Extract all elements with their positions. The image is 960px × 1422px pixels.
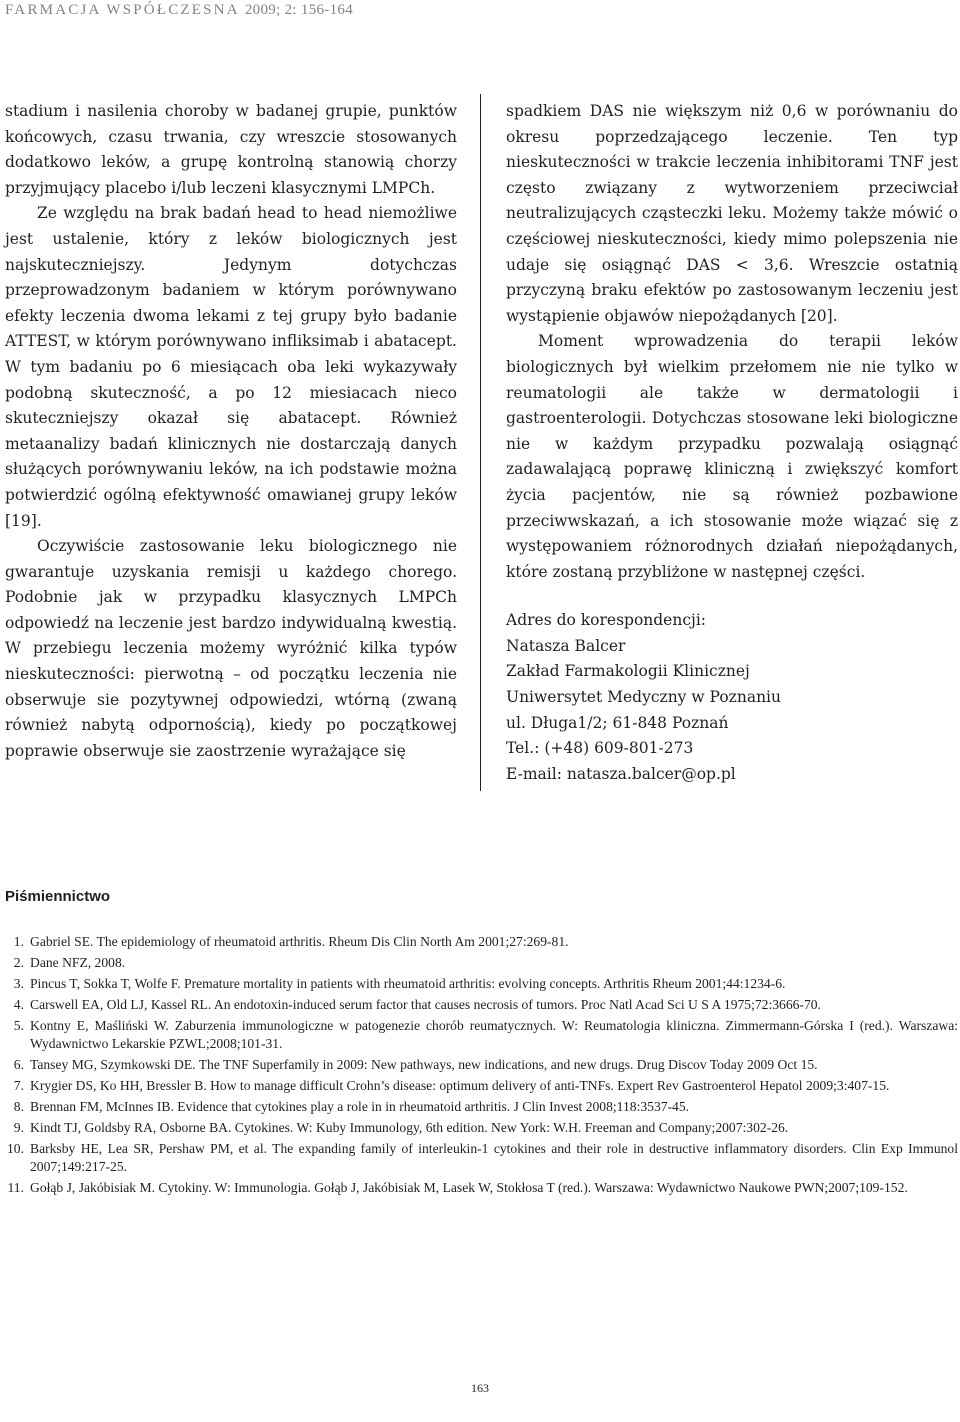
body-paragraph: Oczywiście zastosowanie leku biologicznego nie gwarantuje uzyskania remisji u każdego chorego. Podobnie jak w przypadku klasycznych LMPCh odpowiedź na leczenie jest bardzo indywidualną kwestią. W przebiegu leczenia możemy wyróżnić kilka typów nieskuteczności: pierwotną – od początku leczenia nie obserwuje sie pozytywnej odpowiedzi, wtórną (zwaną również nabytą odpornością), kiedy po początkowej poprawie obserwuje sie zaostrzenie wyrażające się	[5, 537, 457, 760]
address-department: Zakład Farmakologii Klinicznej	[506, 662, 750, 681]
reference-text: Kontny E, Maśliński W. Zaburzenia immunologiczne w patogenezie chorób reumatycznych. W: Reumatologia kliniczna. Zimmermann-Górska I (red.). Warszawa: Wydawnictwo Lekarskie PZWL;2008;101-31.	[30, 1017, 958, 1052]
journal-name: FARMACJA WSPÓŁCZESNA	[5, 2, 239, 18]
left-column	[5, 99, 457, 764]
reference-number: 10.	[7, 1140, 24, 1156]
page-number: 163	[471, 1381, 489, 1395]
reference-number: 1.	[13, 934, 24, 949]
reference-text: Gabriel SE. The epidemiology of rheumatoid arthritis. Rheum Dis Clin North Am 2001;27:269-81.	[30, 934, 569, 949]
reference-item	[0, 1098, 958, 1117]
address-university: Uniwersytet Medyczny w Poznaniu	[506, 688, 781, 707]
reference-number: 6.	[13, 1056, 24, 1072]
body-paragraph: spadkiem DAS nie większym niż 0,6 w porównaniu do okresu poprzedzającego leczenie. Ten typ nieskuteczności w trakcie leczenia inhibitorami TNF jest często związany z wytworzeniem przeciwciał neutralizujących cząsteczki leku. Możemy także mówić o częściowej nieskuteczności, kiedy mimo polepszenia nie udaje się osiągnąć DAS < 3,6. Wreszcie ostatnią przyczyną braku efektów po zastosowanym leczeniu jest wystąpienie objawów niepożądanych [20].	[506, 102, 958, 325]
reference-text: Gołąb J, Jakóbisiak M. Cytokiny. W: Immunologia. Gołąb J, Jakóbisiak M, Lasek W, Stokłosa T (red.). Warszawa: Wydawnictwo Naukowe PWN;2007;109-152.	[30, 1179, 908, 1195]
reference-text: Kindt TJ, Goldsby RA, Osborne BA. Cytokines. W: Kuby Immunology, 6th edition. New York: W.H. Freeman and Company;2007:302-26.	[30, 1119, 789, 1135]
address-phone: Tel.: (+48) 609-801-273	[506, 739, 694, 758]
reference-number: 11.	[7, 1179, 24, 1195]
reference-text: Brennan FM, McInnes IB. Evidence that cytokines play a role in in rheumatoid arthritis. J Clin Invest 2008;118:3537-45.	[30, 1098, 690, 1114]
body-paragraph: Ze względu na brak badań head to head niemożliwe jest ustalenie, który z leków biologicznych jest najskuteczniejszy. Jedynym dotychczas przeprowadzonym badaniem w którym porównywano efekty leczenia dwoma lekami z tej grupy było badanie ATTEST, w którym porównywano infliksimab i abatacept. W tym badaniu po 6 miesiącach oba leki wykazywały podobną skuteczność, a po 12 miesiacach nieco skuteczniejszy okazał się abatacept. Również metaanalizy badań klinicznych nie dostarczają danych służących porównywaniu leków, na ich podstawie można potwierdzić ogólną efektywność omawianej grupy leków [19].	[5, 204, 457, 530]
address-street: ul. Długa1/2; 61-848 Poznań	[506, 713, 729, 732]
reference-item	[0, 1140, 958, 1177]
right-column	[506, 99, 958, 787]
body-paragraph: Moment wprowadzenia do terapii leków biologicznych był wielkim przełomem nie nie tylko w reumatologii ale także w dermatologii i gastroenterologii. Dotychczas stosowane leki biologiczne nie w każdym przypadku pozwalają osiągnąć zadawalającą poprawę kliniczną i zwiększyć komfort życia pacjentów, nie są również pozbawione przeciwwskazań, a ich stosowanie może wiązać się z występowaniem różnorodnych działań niepożądanych, które zostaną przybliżone w następnej części.	[506, 332, 958, 581]
column-divider	[480, 94, 481, 791]
references-list	[0, 933, 958, 1200]
reference-text: Pincus T, Sokka T, Wolfe F. Premature mortality in patients with rheumatoid arthritis: evolving concepts. Arthritis Rheum 2001;44:1234-6.	[30, 975, 786, 991]
reference-number: 4.	[13, 996, 24, 1012]
reference-item	[0, 975, 958, 994]
reference-item	[0, 1056, 958, 1075]
reference-item	[0, 1119, 958, 1138]
address-email: E-mail: natasza.balcer@op.pl	[506, 764, 736, 783]
running-header	[5, 2, 353, 19]
journal-issue: 2009; 2: 156-164	[244, 2, 354, 18]
reference-text: Tansey MG, Szymkowski DE. The TNF Superfamily in 2009: New pathways, new indications, and new drugs. Drug Discov Today 2009 Oct 15.	[30, 1056, 818, 1072]
reference-item	[0, 933, 958, 952]
reference-number: 7.	[13, 1077, 24, 1093]
reference-number: 5.	[13, 1017, 24, 1033]
address-heading: Adres do korespondencji:	[506, 611, 707, 630]
reference-item	[0, 954, 958, 973]
reference-number: 9.	[13, 1119, 24, 1135]
reference-item	[0, 1077, 958, 1096]
reference-text: Barksby HE, Lea SR, Pershaw PM, et al. The expanding family of interleukin-1 cytokines and their role in destructive inflammatory disorders. Clin Exp Immunol 2007;149:217-25.	[30, 1140, 958, 1175]
reference-number: 2.	[13, 954, 24, 970]
reference-text: Krygier DS, Ko HH, Bressler B. How to manage difficult Crohn’s disease: optimum delivery of anti-TNFs. Expert Rev Gastroenterol Hepatol 2009;3:407-15.	[30, 1077, 890, 1093]
reference-number: 8.	[13, 1098, 24, 1114]
reference-item	[0, 1179, 958, 1198]
reference-text: Dane NFZ, 2008.	[30, 954, 126, 970]
reference-text: Carswell EA, Old LJ, Kassel RL. An endotoxin-induced serum factor that causes necrosis of tumors. Proc Natl Acad Sci U S A 1975;72:3666-70.	[30, 996, 821, 1012]
body-paragraph: stadium i nasilenia choroby w badanej grupie, punktów końcowych, czasu trwania, czy wreszcie stosowanych dodatkowo leków, a grupę kontrolną stanowią chorzy przyjmujący placebo i/lub leczeni klasycznymi LMPCh.	[5, 102, 457, 197]
reference-item	[0, 1017, 958, 1054]
references-title: Piśmiennictwo	[5, 888, 111, 905]
author-name: Natasza Balcer	[506, 636, 626, 655]
reference-item	[0, 996, 958, 1015]
reference-number: 3.	[13, 975, 24, 991]
